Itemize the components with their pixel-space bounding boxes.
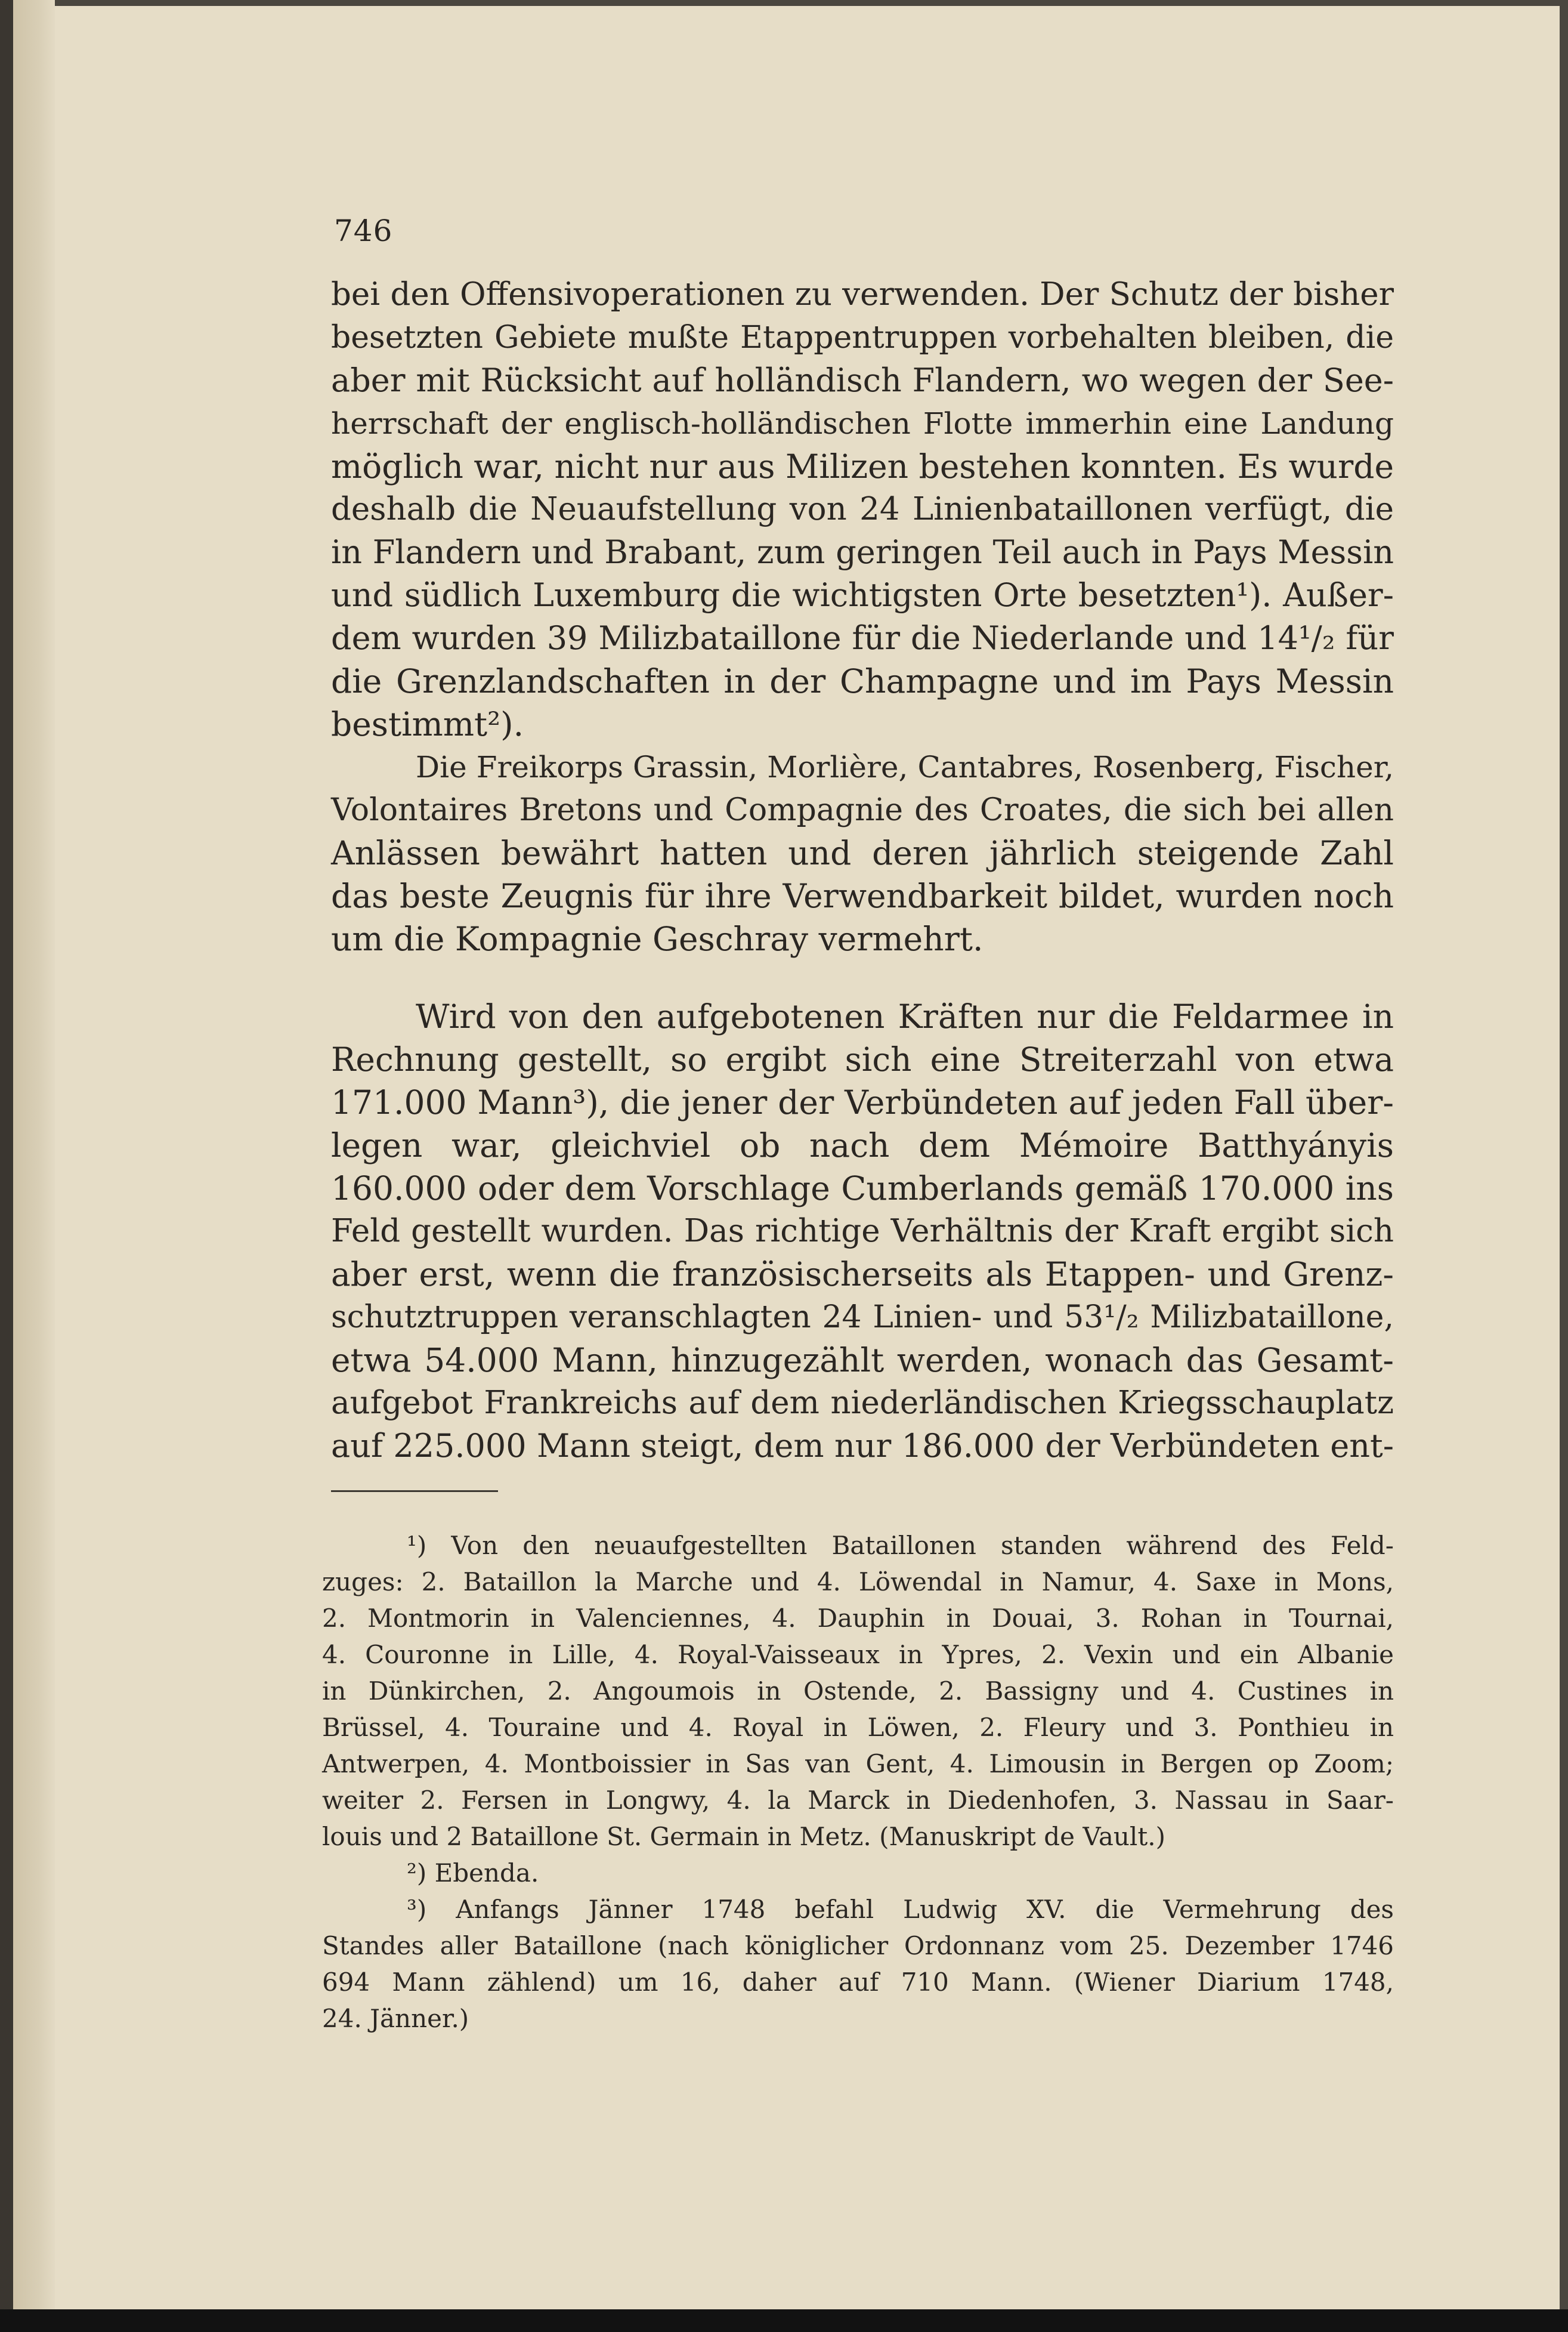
footnotes: [322, 1527, 1394, 2037]
text-line: aber mit Rücksicht auf holländisch Flandern, wo wegen der See-: [331, 362, 1394, 399]
text-line: Feld gestellt wurden. Das richtige Verhältnis der Kraft ergibt sich: [331, 1213, 1394, 1249]
text-line: 160.000 oder dem Vorschlage Cumberlands gemäß 170.000 ins: [331, 1169, 1394, 1207]
text-line: um die Kompagnie Geschray vermehrt.: [331, 920, 984, 958]
footnote-line: in Dünkirchen, 2. Angoumois in Ostende, 2. Bassigny und 4. Custines in: [322, 1676, 1394, 1706]
text-line: bestimmt²).: [331, 705, 524, 743]
footnote-line: weiter 2. Fersen in Longwy, 4. la Marck in Diedenhofen, 3. Nassau in Saar-: [322, 1786, 1394, 1815]
page-bottom-edge: [0, 2309, 1568, 2332]
text-line: deshalb die Neuaufstellung von 24 Linienbataillonen verfügt, die: [331, 491, 1394, 527]
text-line: 171.000 Mann³), die jener der Verbündeten auf jeden Fall über-: [331, 1083, 1394, 1122]
text-line: aufgebot Frankreichs auf dem niederländischen Kriegsschauplatz: [331, 1385, 1394, 1421]
footnote-line: 2. Montmorin in Valenciennes, 4. Dauphin in Douai, 3. Rohan in Tournai,: [322, 1604, 1394, 1633]
footnote-separator: [331, 1490, 498, 1492]
footnote-line: ³) Anfangs Jänner 1748 befahl Ludwig XV. die Vermehrung des: [407, 1895, 1394, 1924]
text-line: möglich war, nicht nur aus Milizen bestehen konnten. Es wurde: [331, 447, 1394, 486]
page-right-edge: [1560, 0, 1568, 2332]
text-line: auf 225.000 Mann steigt, dem nur 186.000 der Verbündeten ent-: [331, 1427, 1394, 1465]
text-line: Die Freikorps Grassin, Morlière, Cantabres, Rosenberg, Fischer,: [416, 750, 1394, 784]
text-line: Wird von den aufgebotenen Kräften nur die Feldarmee in: [416, 997, 1394, 1036]
page-number: 746: [334, 214, 393, 248]
text-line: die Grenzlandschaften in der Champagne und im Pays Messin: [331, 662, 1394, 700]
page-gutter: [13, 0, 55, 2332]
main-text: [331, 273, 1394, 1468]
text-line: dem wurden 39 Milizbataillone für die Niederlande und 14¹/₂ für: [331, 619, 1394, 657]
text-line: Rechnung gestellt, so ergibt sich eine Streiterzahl von etwa: [331, 1040, 1394, 1079]
text-line: in Flandern und Brabant, zum geringen Teil auch in Pays Messin: [331, 533, 1394, 571]
footnote-line: louis und 2 Bataillone St. Germain in Metz. (Manuskript de Vault.): [322, 1822, 1165, 1851]
book-spine: [0, 0, 13, 2332]
text-line: legen war, gleichviel ob nach dem Mémoire Batthyányis: [331, 1126, 1394, 1165]
text-line: aber erst, wenn die französischerseits als Etappen- und Grenz-: [331, 1255, 1394, 1293]
footnote-line: ¹) Von den neuaufgestellten Bataillonen standen während des Feld-: [407, 1531, 1394, 1560]
footnote-line: 694 Mann zählend) um 16, daher auf 710 Mann. (Wiener Diarium 1748,: [322, 1967, 1394, 1997]
text-line: schutztruppen veranschlagten 24 Linien- und 53¹/₂ Milizbataillone,: [331, 1299, 1394, 1335]
footnote-line: Brüssel, 4. Touraine und 4. Royal in Löwen, 2. Fleury und 3. Ponthieu in: [322, 1713, 1394, 1742]
text-line: etwa 54.000 Mann, hinzugezählt werden, wonach das Gesamt-: [331, 1341, 1394, 1379]
text-line: Anlässen bewährt hatten und deren jährlich steigende Zahl: [331, 834, 1394, 872]
footnote-line: Standes aller Bataillone (nach königlicher Ordonnanz vom 25. Dezember 1746: [322, 1931, 1394, 1960]
footnote-line: 4. Couronne in Lille, 4. Royal-Vaisseaux in Ypres, 2. Vexin und ein Albanie: [322, 1640, 1394, 1669]
footnote-line: ²) Ebenda.: [407, 1858, 539, 1888]
text-line: bei den Offensivoperationen zu verwenden. Der Schutz der bisher: [331, 276, 1394, 313]
text-line: herrschaft der englisch-holländischen Flotte immerhin eine Landung: [331, 406, 1394, 441]
text-line: Volontaires Bretons und Compagnie des Croates, die sich bei allen: [331, 792, 1394, 828]
footnote-line: 24. Jänner.): [322, 2004, 469, 2033]
text-line: und südlich Luxemburg die wichtigsten Orte besetzten¹). Außer-: [331, 576, 1394, 614]
text-line: besetzten Gebiete mußte Etappentruppen vorbehalten bleiben, die: [331, 320, 1394, 356]
page-top-edge: [0, 0, 1568, 6]
footnote-line: Antwerpen, 4. Montboissier in Sas van Gent, 4. Limousin in Bergen op Zoom;: [322, 1749, 1394, 1778]
paragraph-gap: [331, 960, 1394, 995]
footnote-line: zuges: 2. Bataillon la Marche und 4. Löwendal in Namur, 4. Saxe in Mons,: [322, 1567, 1394, 1596]
text-line: das beste Zeugnis für ihre Verwendbarkeit bildet, wurden noch: [331, 877, 1394, 915]
